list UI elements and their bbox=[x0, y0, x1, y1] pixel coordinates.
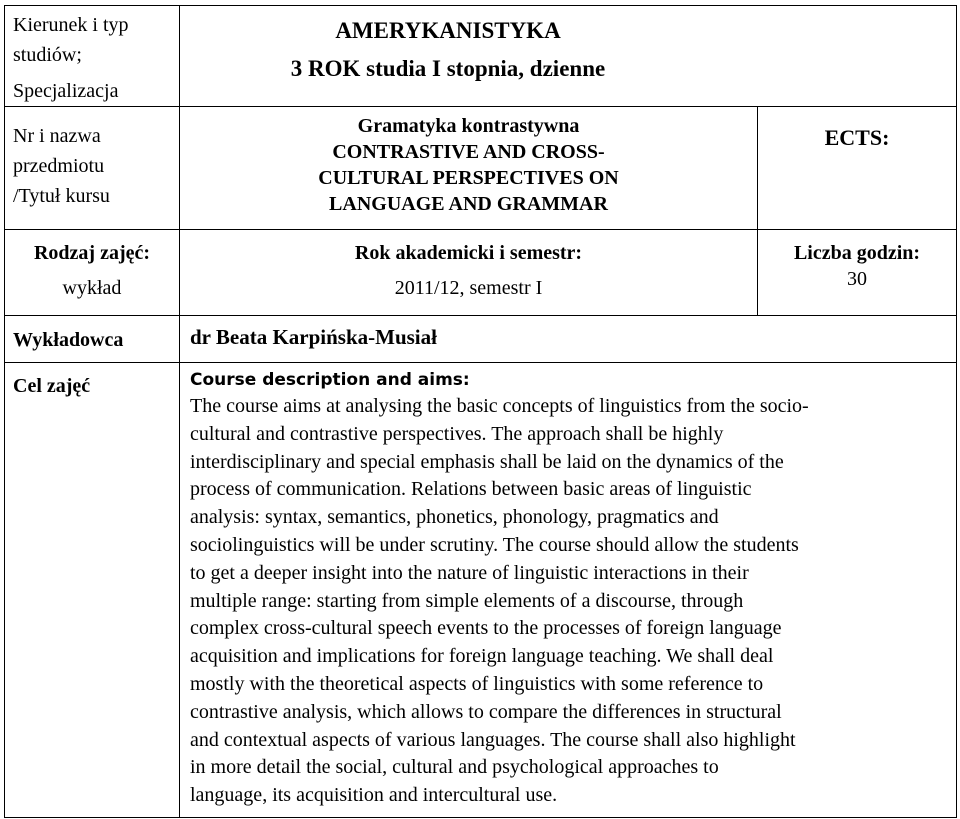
course-label-line2: /Tytuł kursu bbox=[13, 185, 110, 207]
aims-line: cultural and contrastive perspectives. The approach shall be highly bbox=[190, 422, 724, 445]
type-label: Rodzaj zajęć: bbox=[33, 242, 151, 264]
aims-line: analysis: syntax, semantics, phonetics, phonology, pragmatics and bbox=[190, 506, 719, 529]
row-aims bbox=[5, 363, 957, 818]
course-title-pl: Gramatyka kontrastywna bbox=[357, 115, 580, 137]
aims-cell bbox=[180, 363, 957, 818]
year-label: Rok akademicki i semestr: bbox=[354, 242, 583, 264]
type-cell bbox=[5, 230, 180, 316]
aims-line: The course aims at analysing the basic concepts of linguistics from the socio- bbox=[190, 395, 809, 417]
aims-line: mostly with the theoretical aspects of linguistics with some reference to bbox=[190, 672, 764, 695]
course-title-en-line1: CONTRASTIVE AND CROSS- bbox=[332, 141, 605, 163]
ects-cell bbox=[758, 107, 957, 230]
program-label-line2: Specjalizacja bbox=[13, 80, 119, 102]
aims-line: in more detail the social, cultural and psychological approaches to bbox=[190, 756, 719, 779]
row-program bbox=[5, 6, 957, 107]
program-level: 3 ROK studia I stopnia, dzienne bbox=[290, 56, 606, 81]
aims-line: complex cross-cultural speech events to the processes of foreign language bbox=[190, 617, 782, 640]
row-course bbox=[5, 107, 957, 230]
aims-line: sociolinguistics will be under scrutiny. The course should allow the students bbox=[190, 533, 799, 556]
aims-line: to get a deeper insight into the nature of linguistic interactions in their bbox=[190, 561, 749, 584]
year-value: 2011/12, semestr I bbox=[394, 277, 543, 299]
row-type bbox=[5, 230, 957, 316]
syllabus-table bbox=[4, 5, 957, 818]
aims-body bbox=[190, 393, 952, 810]
lecturer-name: dr Beata Karpińska-Musiał bbox=[180, 316, 957, 363]
hours-cell bbox=[758, 230, 957, 316]
aims-line: process of communication. Relations between basic areas of linguistic bbox=[190, 478, 752, 501]
course-title-en-line2: CULTURAL PERSPECTIVES ON bbox=[318, 167, 619, 189]
aims-line: and contextual aspects of various languages. The course shall also highlight bbox=[190, 728, 796, 751]
aims-line: language, its acquisition and intercultural use. bbox=[190, 784, 558, 807]
ects-label: ECTS: bbox=[824, 125, 890, 150]
row-lecturer bbox=[5, 316, 957, 363]
hours-value: 30 bbox=[847, 268, 867, 290]
aims-line: multiple range: starting from simple elements of a discourse, through bbox=[190, 589, 744, 612]
aims-line: acquisition and implications for foreign language teaching. We shall deal bbox=[190, 645, 774, 668]
program-value-cell bbox=[180, 6, 957, 107]
hours-label: Liczba godzin: bbox=[793, 242, 921, 264]
type-value: wykład bbox=[62, 277, 122, 299]
course-title-en-line3: LANGUAGE AND GRAMMAR bbox=[329, 193, 608, 215]
course-title-cell bbox=[180, 107, 758, 230]
course-label-cell bbox=[5, 107, 180, 230]
aims-line: contrastive analysis, which allows to compare the differences in structural bbox=[190, 700, 782, 723]
aims-label: Cel zajęć bbox=[5, 363, 180, 818]
lecturer-label: Wykładowca bbox=[5, 316, 180, 363]
aims-heading: Course description and aims: bbox=[190, 370, 470, 390]
year-cell bbox=[180, 230, 758, 316]
aims-line: interdisciplinary and special emphasis shall be laid on the dynamics of the bbox=[190, 450, 784, 473]
program-name: AMERYKANISTYKA bbox=[335, 18, 561, 43]
program-label-line1: Kierunek i typ studiów; bbox=[13, 14, 129, 66]
course-label-line1: Nr i nazwa przedmiotu bbox=[13, 125, 105, 177]
